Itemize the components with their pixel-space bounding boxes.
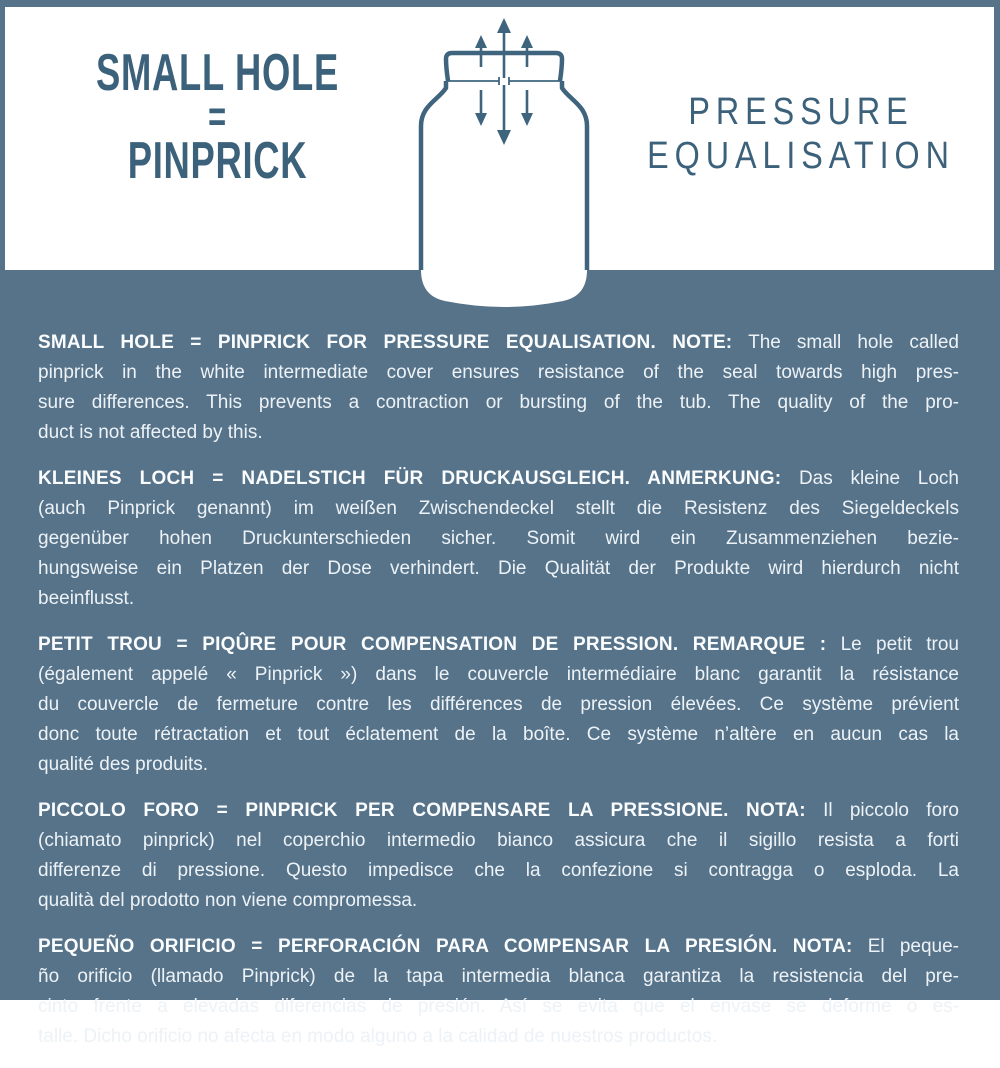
- paragraph-line: donc toute rétractation et tout éclatement de la boîte. Ce système n’altère en aucun cas la: [38, 724, 959, 745]
- paragraph-line: PEQUEÑO ORIFICIO = PERFORACIÓN PARA COMPENSAR LA PRESIÓN. NOTA: El peque-: [38, 936, 959, 957]
- paragraph-lead: PEQUEÑO ORIFICIO = PERFORACIÓN PARA COMPENSAR LA PRESIÓN. NOTA:: [38, 936, 853, 957]
- paragraph-line: SMALL HOLE = PINPRICK FOR PRESSURE EQUALISATION. NOTE: The small hole called: [38, 332, 959, 353]
- paragraph-line: qualité des produits.: [38, 754, 209, 775]
- paragraph-en: [38, 328, 959, 448]
- paragraph-lead: PETIT TROU = PIQÛRE POUR COMPENSATION DE PRESSION. REMARQUE :: [38, 634, 827, 655]
- pressure-title-line1: PRESSURE: [688, 91, 914, 133]
- tub-illustration: [390, 8, 630, 318]
- equals-sign: =: [208, 92, 227, 141]
- small-hole-title-line2: PINPRICK: [127, 132, 308, 190]
- small-hole-title-line1: SMALL HOLE: [96, 44, 339, 102]
- paragraph-line: sure differences. This prevents a contraction or bursting of the tub. The quality of the pro-: [38, 392, 959, 413]
- paragraph-fr: [38, 630, 959, 780]
- paragraph-lead: KLEINES LOCH = NADELSTICH FÜR DRUCKAUSGLEICH. ANMERKUNG:: [38, 468, 782, 489]
- paragraph-lead: PICCOLO FORO = PINPRICK PER COMPENSARE LA PRESSIONE. NOTA:: [38, 800, 806, 821]
- paragraphs: [38, 328, 959, 1068]
- paragraph-line: cinto frente a elevadas diferencias de presión. Así se evita que el envase se deforme o es-: [38, 996, 959, 1017]
- paragraph-line: PICCOLO FORO = PINPRICK PER COMPENSARE LA PRESSIONE. NOTA: Il piccolo foro: [38, 800, 959, 821]
- paragraph-line: (également appelé « Pinprick ») dans le couvercle intermédiaire blanc garantit la résistance: [38, 664, 959, 685]
- paragraph-line: pinprick in the white intermediate cover ensures resistance of the seal towards high pres-: [38, 362, 959, 383]
- paragraph-line: du couvercle de fermeture contre les différences de pression élevées. Ce système prévient: [38, 694, 959, 715]
- paragraph-es: [38, 932, 959, 1052]
- paragraph-line: gegenüber hohen Druckunterschieden sicher. Somit wird ein Zusammenziehen bezie-: [38, 528, 959, 549]
- paragraph-line: qualità del prodotto non viene compromessa.: [38, 890, 418, 911]
- paragraph-line: KLEINES LOCH = NADELSTICH FÜR DRUCKAUSGLEICH. ANMERKUNG: Das kleine Loch: [38, 468, 959, 489]
- paragraph-line: PETIT TROU = PIQÛRE POUR COMPENSATION DE PRESSION. REMARQUE : Le petit trou: [38, 634, 959, 655]
- paragraph-line: duct is not affected by this.: [38, 422, 263, 443]
- paragraph-de: [38, 464, 959, 614]
- paragraph-line: beeinflusst.: [38, 588, 135, 609]
- paragraph-line: differenze di pressione. Questo impedisce che la confezione si contragga o esploda. La: [38, 860, 959, 881]
- pressure-title-line2: EQUALISATION: [647, 135, 955, 177]
- paragraph-line: hungsweise ein Platzen der Dose verhindert. Die Qualität der Produkte wird hierdurch nicht: [38, 558, 959, 579]
- paragraph-line: (chiamato pinprick) nel coperchio intermedio bianco assicura che il sigillo resista a forti: [38, 830, 959, 851]
- paragraph-line: ño orificio (llamado Pinprick) de la tapa intermedia blanca garantiza la resistencia del pre-: [38, 966, 959, 987]
- pressure-equalisation-title: [612, 90, 990, 178]
- paragraph-lead: SMALL HOLE = PINPRICK FOR PRESSURE EQUALISATION. NOTE:: [38, 332, 733, 353]
- paragraph-line: talle. Dicho orificio no afecta en modo alguno a la calidad de nuestros productos.: [38, 1026, 718, 1047]
- paragraph-line: (auch Pinprick genannt) im weißen Zwischendeckel stellt die Resistenz des Siegeldeckels: [38, 498, 959, 519]
- small-hole-title: [5, 44, 430, 190]
- paragraph-it: [38, 796, 959, 916]
